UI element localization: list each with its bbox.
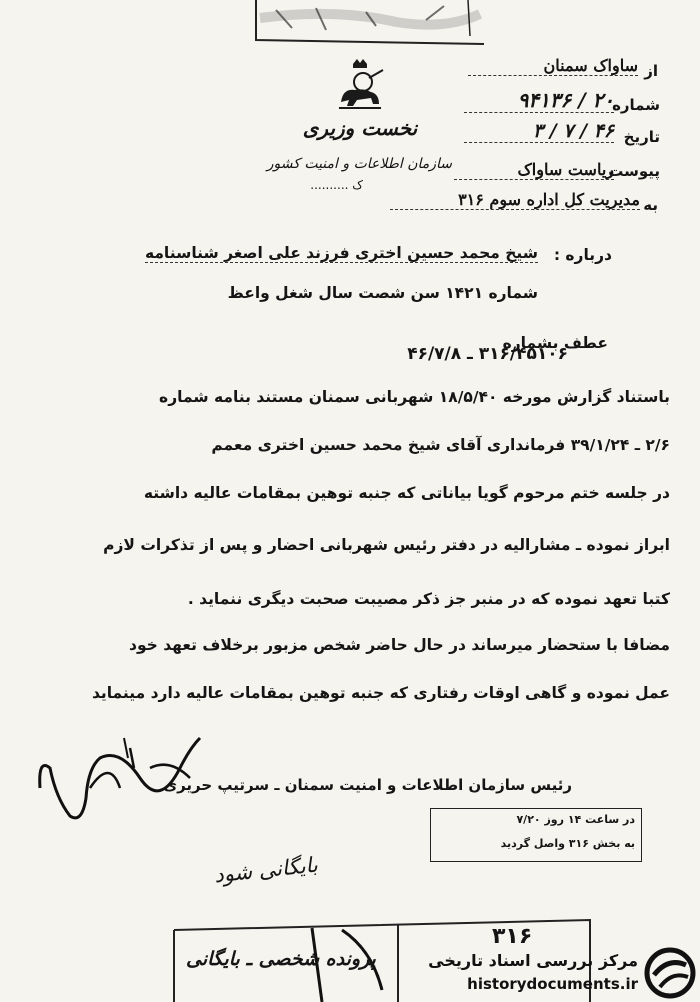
- body-line-5: کتبا تعهد نموده که در منبر جز ذکر مصیبت صحبت دیگری ننماید .: [187, 590, 670, 608]
- reference-label: عطف بشماره: [502, 334, 608, 352]
- letterhead-ref: ک ..........: [310, 178, 363, 192]
- letterhead-organization: سازمان اطلاعات و امنیت کشور: [266, 156, 452, 172]
- handwritten-archive-note: بایگانی شود: [213, 852, 319, 888]
- subject-line-2: شماره ۱۴۲۱ سن شصت سال شغل واعظ: [227, 284, 538, 302]
- body-line-1: باستناد گزارش مورخه ۱۸/۵/۴۰ شهربانی سمنان مستند بنامه شماره: [159, 388, 670, 406]
- body-line-6: مضافا با ستحضار میرساند در حال حاضر شخص مزبور برخلاف تعهد خود: [128, 636, 670, 654]
- subject-label: درباره :: [553, 246, 612, 264]
- body-line-3: در جلسه ختم مرحوم گویا بیاناتی که جنبه توهین بمقامات عالیه داشته: [143, 484, 670, 502]
- history-documents-logo-icon: [644, 947, 696, 999]
- from-label: از: [644, 62, 658, 80]
- watermark-line-1: مرکز بررسی اسناد تاریخی: [428, 951, 638, 970]
- watermark-line-2: historydocuments.ir: [467, 975, 638, 993]
- to-value: مدیریت کل اداره سوم ۳۱۶: [390, 190, 640, 210]
- reference-value: ۳۱۶/۴۵۱۰۶ ـ ۴۶/۷/۸: [407, 344, 568, 364]
- file-note-text: پرونده شخصی ـ بایگانی: [186, 948, 376, 970]
- watermark: [428, 945, 700, 1002]
- body-line-2: ۲/۶ ـ ۳۹/۱/۲۴ فرمانداری آقای شیخ محمد حسین اختری معمم: [211, 436, 670, 454]
- date-label: تاریخ: [623, 128, 660, 146]
- to-label: به: [643, 196, 658, 214]
- number-label: شماره: [612, 96, 660, 114]
- lion-and-sun-emblem-icon: [333, 58, 387, 112]
- smudged-stamp: [196, 0, 486, 52]
- body-line-4: ابراز نموده ـ مشارالیه در دفتر رئیس شهربانی احضار و پس از تذکرات لازم: [103, 536, 670, 554]
- receipt-stamp: [430, 808, 642, 862]
- date-value: ۳ / ۷ / ۴۶: [464, 120, 614, 143]
- number-value: ۹۴۱۳۶ / ۲۰: [464, 88, 614, 113]
- attachment-value: ریاست ساواک: [454, 160, 614, 180]
- attachment-label: پیوست: [608, 162, 660, 180]
- from-value: ساواک سمنان: [468, 56, 638, 76]
- letterhead-office: نخست وزیری: [302, 116, 418, 140]
- receipt-stamp-line-1: در ساعت ۱۴ روز ۷/۲۰: [516, 813, 635, 826]
- subject-line-1: شیخ محمد حسین اختری فرزند علی اصغر شناسنامه: [144, 244, 538, 262]
- file-number: ۳۱۶: [492, 924, 533, 949]
- signature-line: رئیس سازمان اطلاعات و امنیت سمنان ـ سرتیپ حریری: [163, 776, 572, 794]
- receipt-stamp-line-2: به بخش ۳۱۶ واصل گردید: [500, 837, 635, 850]
- body-line-7: عمل نموده و گاهی اوقات رفتاری که جنبه توهین بمقامات عالیه دارد مینماید: [91, 684, 670, 702]
